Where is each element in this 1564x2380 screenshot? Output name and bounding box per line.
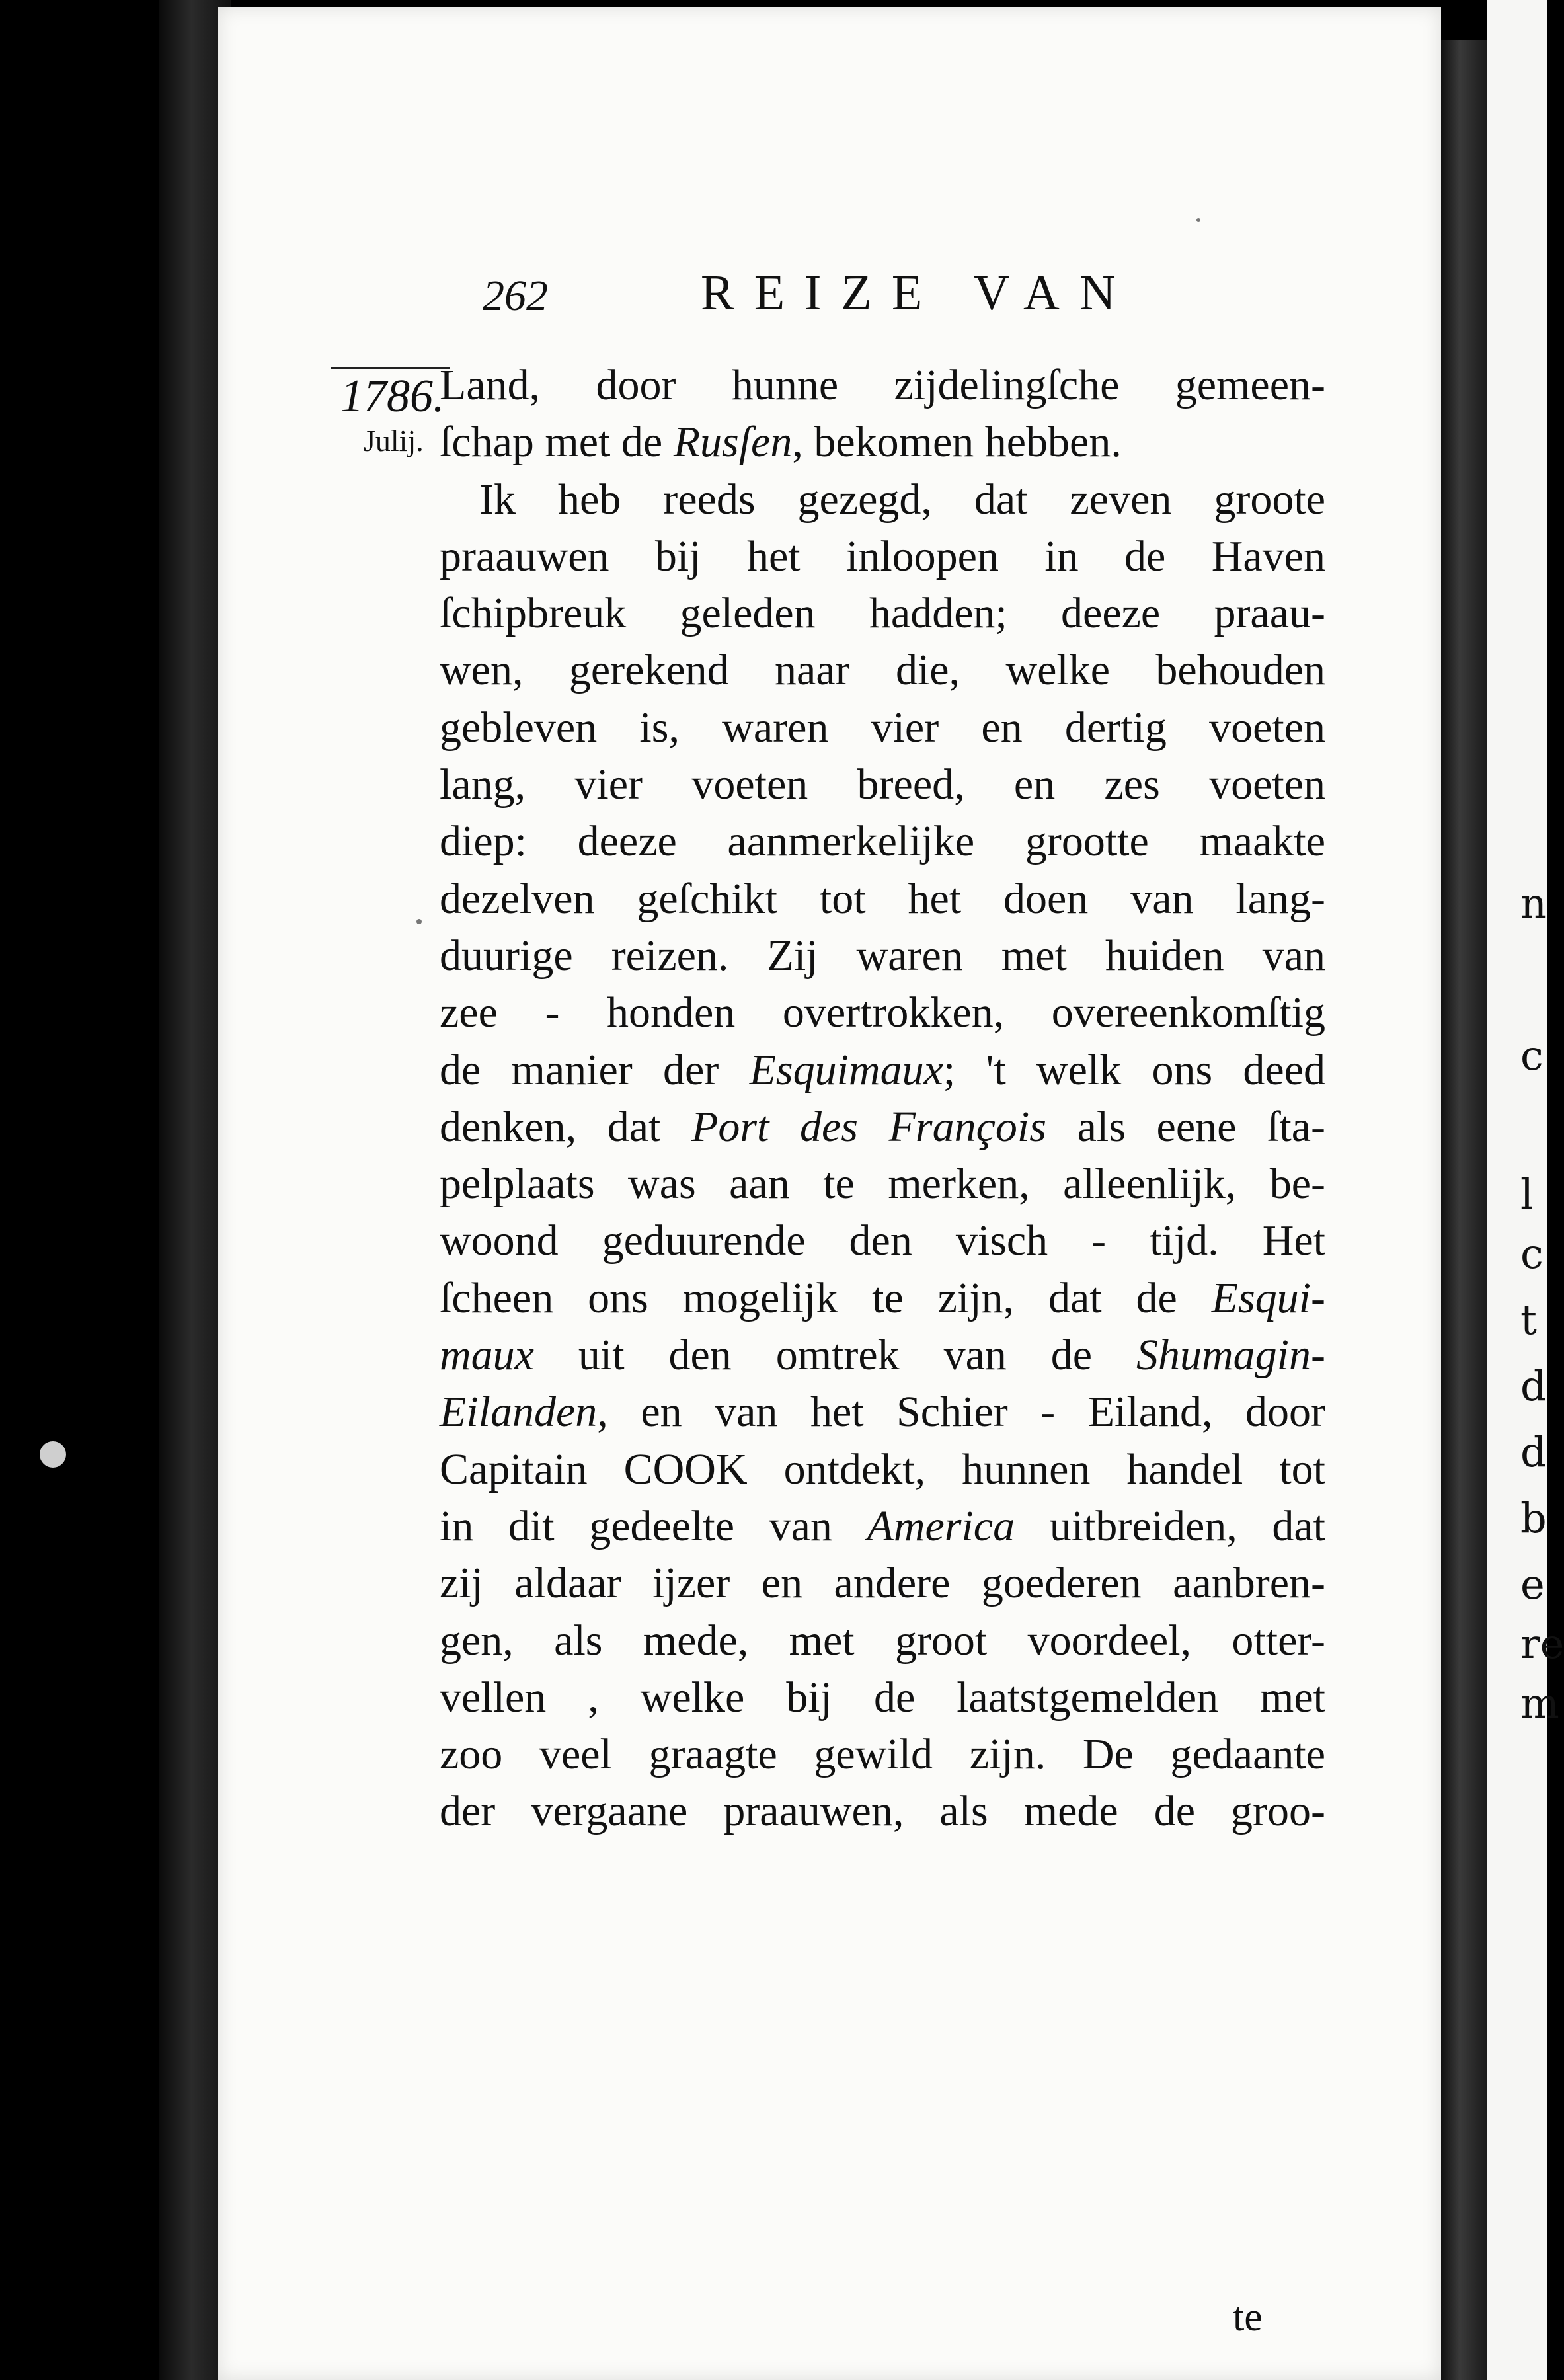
text-line: Capitain COOK ontdekt, hunnen handel tot: [440, 1445, 1325, 1493]
facing-page-fragment: re: [1520, 1620, 1564, 1668]
facing-page-fragment: t: [1520, 1296, 1537, 1344]
text-line: zoo veel graagte gewild zijn. De gedaante: [440, 1730, 1325, 1779]
text-line: zee - honden overtrokken, overeenkomſtig: [440, 988, 1325, 1037]
margin-year: 1786.: [340, 371, 445, 422]
text-line: der vergaane praauwen, als mede de groo-: [440, 1787, 1325, 1836]
text-line: diep: deeze aanmerkelijke grootte maakte: [440, 817, 1325, 866]
margin-month: Julij.: [364, 424, 424, 457]
text-line: Land, door hunne zijdelingſche gemeen-: [440, 361, 1325, 409]
margin-rule: [331, 367, 450, 369]
facing-page-fragment: c: [1520, 1031, 1544, 1080]
facing-page-fragment: m: [1520, 1679, 1559, 1727]
facing-page-fragment: d: [1520, 1362, 1547, 1410]
text-line: wen, gerekend naar die, welke behouden: [440, 646, 1325, 695]
facing-page-fragment: e: [1520, 1560, 1545, 1608]
text-line: vellen , welke bij de laatstgemelden met: [440, 1673, 1325, 1722]
text-line: dezelven geſchikt tot het doen van lang-: [440, 874, 1325, 923]
catchword: te: [1233, 2295, 1263, 2340]
text-line: denken, dat Port des François als eene ſta-: [440, 1102, 1325, 1151]
page-gutter-shadow: [1441, 40, 1487, 2380]
text-line: duurige reizen. Zij waren met huiden van: [440, 931, 1325, 980]
running-title: REIZE VAN: [701, 265, 1136, 321]
body-text: [440, 357, 1325, 1841]
text-line: ſchipbreuk geleden hadden; deeze praau-: [440, 589, 1325, 638]
text-line: ſcheen ons mogelijk te zijn, dat de Esqui-: [440, 1273, 1325, 1322]
facing-page-fragment: c: [1520, 1230, 1544, 1278]
page-number: 262: [483, 272, 548, 320]
text-line: gen, als mede, met groot voordeel, otter-: [440, 1616, 1325, 1665]
facing-page-fragment: l: [1520, 1170, 1534, 1218]
text-line: maux uit den omtrek van de Shumagin-: [440, 1331, 1325, 1380]
facing-page-fragment: n: [1520, 879, 1547, 928]
text-line: in dit gedeelte van America uitbreiden, dat: [440, 1501, 1325, 1550]
facing-page-fragment: d: [1520, 1428, 1547, 1476]
text-line: Ik heb reeds gezegd, dat zeven groote: [479, 475, 1325, 524]
text-line: Eilanden, en van het Schier - Eiland, door: [440, 1388, 1325, 1437]
text-line: de manier der Esquimaux; 't welk ons deed: [440, 1045, 1325, 1094]
paper-speck: [416, 919, 422, 924]
text-line: praauwen bij het inloopen in de Haven: [440, 532, 1325, 580]
paper-speck: [40, 1441, 66, 1468]
text-line: ſchap met de Rusſen, bekomen hebben.: [440, 418, 1122, 467]
text-line: zij aldaar ijzer en andere goederen aanbren-: [440, 1559, 1325, 1608]
text-line: woond geduurende den visch - tijd. Het: [440, 1216, 1325, 1265]
page-header: [483, 264, 1157, 337]
facing-page-fragment: b: [1520, 1494, 1547, 1542]
paper-speck: [1196, 218, 1200, 222]
text-line: pelplaats was aan te merken, alleenlijk, be-: [440, 1160, 1325, 1209]
text-line: lang, vier voeten breed, en zes voeten: [440, 760, 1325, 809]
text-line: gebleven is, waren vier en dertig voeten: [440, 703, 1325, 752]
